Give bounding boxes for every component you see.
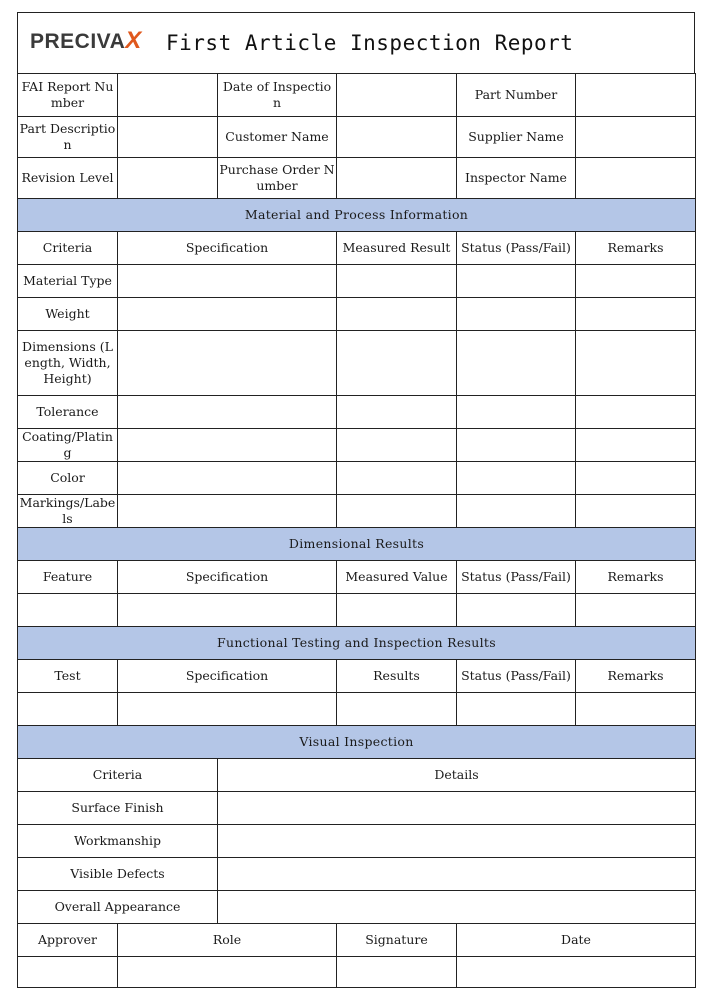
remarks-field[interactable] (576, 462, 696, 495)
info-label: Part Description (18, 117, 118, 158)
measured-result-field[interactable] (337, 265, 457, 298)
criteria-label: Markings/Labels (18, 495, 118, 528)
info-label: Date of Inspection (218, 74, 337, 117)
column-header: Date (457, 924, 696, 957)
column-header: Specification (118, 232, 337, 265)
column-header: Status (Pass/Fail) (457, 232, 576, 265)
column-header: Approver (18, 924, 118, 957)
criteria-label: Coating/Plating (18, 429, 118, 462)
criteria-label: Weight (18, 298, 118, 331)
specification-field[interactable] (118, 298, 337, 331)
info-value-field[interactable] (337, 74, 457, 117)
column-header: Feature (18, 561, 118, 594)
criteria-label: Tolerance (18, 396, 118, 429)
info-label: FAI Report Number (18, 74, 118, 117)
details-field[interactable] (218, 891, 696, 924)
status-field[interactable] (457, 331, 576, 396)
signature-field[interactable] (337, 957, 457, 988)
approver-field[interactable] (18, 957, 118, 988)
results-field[interactable] (337, 693, 457, 726)
status-field[interactable] (457, 265, 576, 298)
feature-field[interactable] (18, 594, 118, 627)
report-table (17, 73, 696, 988)
specification-field[interactable] (118, 396, 337, 429)
info-value-field[interactable] (118, 74, 218, 117)
details-field[interactable] (218, 858, 696, 891)
info-label: Customer Name (218, 117, 337, 158)
column-header: Remarks (576, 660, 696, 693)
info-value-field[interactable] (576, 158, 696, 199)
info-label: Purchase Order Number (218, 158, 337, 199)
page-title: First Article Inspection Report (166, 31, 574, 55)
criteria-label: Color (18, 462, 118, 495)
info-label: Revision Level (18, 158, 118, 199)
section-title-dimensional: Dimensional Results (18, 528, 696, 561)
column-header: Role (118, 924, 337, 957)
info-value-field[interactable] (337, 117, 457, 158)
criteria-label: Workmanship (18, 825, 218, 858)
section-title-material: Material and Process Information (18, 199, 696, 232)
column-header: Remarks (576, 232, 696, 265)
measured-result-field[interactable] (337, 429, 457, 462)
specification-field[interactable] (118, 594, 337, 627)
remarks-field[interactable] (576, 298, 696, 331)
info-value-field[interactable] (337, 158, 457, 199)
column-header: Measured Result (337, 232, 457, 265)
info-value-field[interactable] (118, 117, 218, 158)
status-field[interactable] (457, 396, 576, 429)
remarks-field[interactable] (576, 594, 696, 627)
info-value-field[interactable] (118, 158, 218, 199)
remarks-field[interactable] (576, 429, 696, 462)
measured-result-field[interactable] (337, 396, 457, 429)
section-title-functional: Functional Testing and Inspection Results (18, 627, 696, 660)
column-header: Status (Pass/Fail) (457, 660, 576, 693)
info-value-field[interactable] (576, 74, 696, 117)
report-header (17, 12, 695, 73)
specification-field[interactable] (118, 331, 337, 396)
status-field[interactable] (457, 495, 576, 528)
measured-result-field[interactable] (337, 298, 457, 331)
status-field[interactable] (457, 693, 576, 726)
criteria-label: Overall Appearance (18, 891, 218, 924)
details-field[interactable] (218, 792, 696, 825)
specification-field[interactable] (118, 429, 337, 462)
column-header: Details (218, 759, 696, 792)
precivax-logo: PRECIVAX (30, 27, 142, 54)
info-value-field[interactable] (576, 117, 696, 158)
specification-field[interactable] (118, 495, 337, 528)
criteria-label: Dimensions (Length, Width, Height) (18, 331, 118, 396)
remarks-field[interactable] (576, 331, 696, 396)
fai-report-sheet (17, 12, 695, 988)
measured-result-field[interactable] (337, 495, 457, 528)
criteria-label: Surface Finish (18, 792, 218, 825)
criteria-label: Material Type (18, 265, 118, 298)
remarks-field[interactable] (576, 396, 696, 429)
details-field[interactable] (218, 825, 696, 858)
status-field[interactable] (457, 594, 576, 627)
role-field[interactable] (118, 957, 337, 988)
column-header: Remarks (576, 561, 696, 594)
specification-field[interactable] (118, 265, 337, 298)
section-title-visual: Visual Inspection (18, 726, 696, 759)
test-field[interactable] (18, 693, 118, 726)
info-label: Supplier Name (457, 117, 576, 158)
status-field[interactable] (457, 462, 576, 495)
column-header: Measured Value (337, 561, 457, 594)
column-header: Criteria (18, 759, 218, 792)
date-field[interactable] (457, 957, 696, 988)
criteria-label: Visible Defects (18, 858, 218, 891)
column-header: Results (337, 660, 457, 693)
remarks-field[interactable] (576, 495, 696, 528)
remarks-field[interactable] (576, 265, 696, 298)
status-field[interactable] (457, 429, 576, 462)
info-label: Part Number (457, 74, 576, 117)
column-header: Specification (118, 660, 337, 693)
info-label: Inspector Name (457, 158, 576, 199)
measured-result-field[interactable] (337, 331, 457, 396)
column-header: Signature (337, 924, 457, 957)
specification-field[interactable] (118, 462, 337, 495)
measured-result-field[interactable] (337, 462, 457, 495)
specification-field[interactable] (118, 693, 337, 726)
status-field[interactable] (457, 298, 576, 331)
column-header: Status (Pass/Fail) (457, 561, 576, 594)
column-header: Test (18, 660, 118, 693)
measured-value-field[interactable] (337, 594, 457, 627)
remarks-field[interactable] (576, 693, 696, 726)
column-header: Criteria (18, 232, 118, 265)
column-header: Specification (118, 561, 337, 594)
